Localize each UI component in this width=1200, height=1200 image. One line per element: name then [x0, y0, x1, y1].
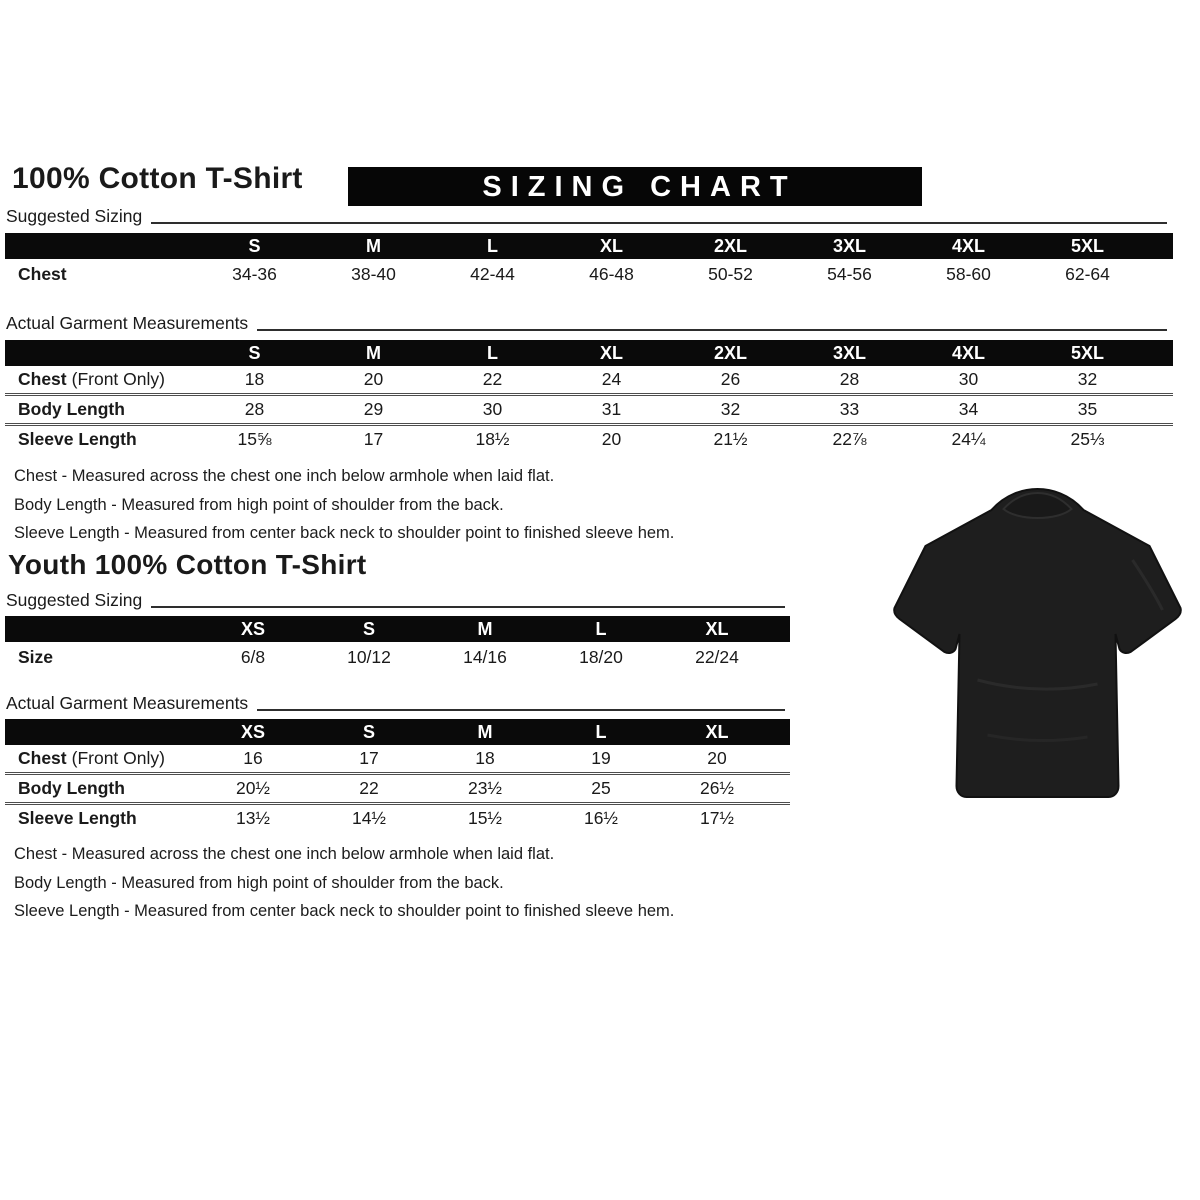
tshirt-body-shape	[894, 489, 1181, 797]
note-body-length: Body Length - Measured from high point of shoulder from the back.	[14, 495, 504, 514]
table-row-chest	[5, 745, 790, 772]
size-column-header: 3XL	[832, 342, 866, 363]
size-column-header: XL	[599, 342, 623, 363]
section-label-text: Suggested Sizing	[6, 206, 143, 226]
table-cell: 30	[958, 369, 979, 389]
table-cell: 31	[601, 399, 622, 419]
youth-suggested-section-label	[6, 590, 785, 611]
section-label-text: Suggested Sizing	[6, 590, 143, 610]
table-cell: 15⅝	[237, 429, 272, 449]
size-column-header: 3XL	[832, 235, 866, 256]
table-row-chest	[5, 259, 1173, 289]
table-cell: 22⅞	[832, 429, 867, 449]
size-column-header: M	[477, 618, 493, 639]
table-header-row	[5, 719, 790, 745]
table-cell: 34-36	[232, 263, 277, 284]
table-cell: 26	[720, 369, 741, 389]
size-column-header: M	[477, 721, 493, 742]
section-rule-line	[257, 709, 785, 711]
table-cell: 28	[839, 369, 860, 389]
table-cell: 24¼	[951, 429, 986, 449]
size-column-header: L	[595, 721, 607, 742]
table-cell: 28	[244, 399, 265, 419]
table-cell: 50-52	[708, 263, 753, 284]
table-cell: 14/16	[463, 646, 507, 667]
note-body-length: Body Length - Measured from high point of shoulder from the back.	[14, 873, 504, 892]
black-tshirt-image	[885, 480, 1190, 810]
youth-section-title: Youth 100% Cotton T-Shirt	[8, 549, 367, 580]
youth-suggested-table	[5, 616, 790, 672]
table-cell: 62-64	[1065, 263, 1110, 284]
row-label: Body Length	[18, 399, 125, 419]
table-cell: 25	[591, 778, 611, 798]
size-column-header: L	[595, 618, 607, 639]
table-cell: 17	[363, 429, 384, 449]
table-row-sleeve-length	[5, 802, 790, 832]
table-cell: 42-44	[470, 263, 515, 284]
note-sleeve-length: Sleeve Length - Measured from center back neck to shoulder point to finished sleeve hem.	[14, 524, 675, 542]
table-cell: 35	[1077, 399, 1098, 419]
table-cell: 16½	[583, 808, 619, 828]
table-cell: 17	[359, 748, 379, 768]
table-cell: 34	[958, 399, 979, 419]
size-column-header: XL	[599, 235, 623, 256]
youth-actual-section-label	[6, 693, 785, 714]
size-column-header: 5XL	[1070, 235, 1104, 256]
table-cell: 10/12	[347, 646, 391, 667]
table-cell: 30	[482, 399, 503, 419]
size-column-header: 2XL	[713, 342, 747, 363]
row-label: Body Length	[18, 778, 125, 798]
table-cell: 22	[359, 778, 379, 798]
row-label: Chest	[18, 263, 67, 284]
size-column-header: XS	[240, 618, 265, 639]
page-title: 100% Cotton T-Shirt	[12, 162, 303, 195]
row-label: Sleeve Length	[18, 808, 137, 828]
table-cell: 17½	[699, 808, 735, 828]
adult-measurements-table	[5, 340, 1173, 453]
table-cell: 20	[707, 748, 727, 768]
size-column-header: L	[487, 342, 498, 363]
table-cell: 54-56	[827, 263, 872, 284]
table-cell: 26½	[699, 778, 735, 798]
size-column-header: 4XL	[951, 235, 985, 256]
adult-measurement-notes	[14, 462, 674, 548]
table-cell: 15½	[467, 808, 503, 828]
adult-actual-section-label	[6, 313, 1167, 334]
table-cell: 25⅓	[1070, 429, 1105, 449]
table-cell: 38-40	[351, 263, 396, 284]
section-rule-line	[151, 606, 785, 608]
size-column-header: S	[248, 342, 261, 363]
section-label-text: Actual Garment Measurements	[6, 313, 249, 333]
youth-measurement-notes	[14, 840, 674, 926]
size-column-header: 5XL	[1070, 342, 1104, 363]
table-cell: 18/20	[579, 646, 623, 667]
table-row-size	[5, 642, 790, 672]
size-column-header: XL	[705, 721, 729, 742]
table-header-row	[5, 340, 1173, 366]
size-column-header: L	[487, 235, 498, 256]
table-header-row	[5, 616, 790, 642]
size-column-header: S	[248, 235, 261, 256]
table-cell: 19	[591, 748, 611, 768]
table-cell: 13½	[235, 808, 271, 828]
size-column-header: 4XL	[951, 342, 985, 363]
table-cell: 14½	[351, 808, 387, 828]
row-label: Sleeve Length	[18, 429, 137, 449]
table-cell: 32	[1077, 369, 1098, 389]
section-rule-line	[151, 222, 1167, 224]
size-column-header: M	[366, 342, 381, 363]
row-label: Chest (Front Only)	[18, 748, 165, 768]
note-chest: Chest - Measured across the chest one inch below armhole when laid flat.	[14, 467, 555, 485]
adult-suggested-table	[5, 233, 1173, 289]
size-column-header: S	[362, 618, 375, 639]
size-column-header: S	[362, 721, 375, 742]
sizing-chart-banner: SIZING CHART	[348, 167, 922, 206]
table-cell: 24	[601, 369, 622, 389]
youth-measurements-table	[5, 719, 790, 832]
table-cell: 18	[244, 369, 265, 389]
row-label: Size	[18, 646, 54, 667]
table-cell: 18	[475, 748, 495, 768]
section-label-text: Actual Garment Measurements	[6, 693, 249, 713]
table-row-body-length	[5, 772, 790, 802]
table-cell: 22/24	[695, 646, 739, 667]
table-row-sleeve-length	[5, 423, 1173, 453]
table-cell: 6/8	[240, 646, 266, 667]
table-row-chest	[5, 366, 1173, 393]
size-column-header: XS	[240, 721, 265, 742]
table-cell: 20	[363, 369, 384, 389]
row-label: Chest (Front Only)	[18, 369, 165, 389]
table-cell: 58-60	[946, 263, 991, 284]
table-header-row	[5, 233, 1173, 259]
table-cell: 20	[601, 429, 622, 449]
table-cell: 29	[363, 399, 384, 419]
size-column-header: XL	[705, 618, 729, 639]
size-column-header: 2XL	[713, 235, 747, 256]
note-sleeve-length: Sleeve Length - Measured from center back neck to shoulder point to finished sleeve hem.	[14, 902, 675, 920]
adult-suggested-section-label	[6, 206, 1167, 227]
size-column-header: M	[366, 235, 381, 256]
table-row-body-length	[5, 393, 1173, 423]
table-cell: 46-48	[589, 263, 634, 284]
table-cell: 23½	[467, 778, 503, 798]
section-rule-line	[257, 329, 1167, 331]
note-chest: Chest - Measured across the chest one inch below armhole when laid flat.	[14, 845, 555, 863]
table-cell: 18½	[475, 429, 510, 449]
table-cell: 22	[482, 369, 503, 389]
table-cell: 32	[720, 399, 741, 419]
table-cell: 20½	[235, 778, 271, 798]
table-cell: 21½	[713, 429, 748, 449]
table-cell: 16	[243, 748, 263, 768]
table-cell: 33	[839, 399, 860, 419]
